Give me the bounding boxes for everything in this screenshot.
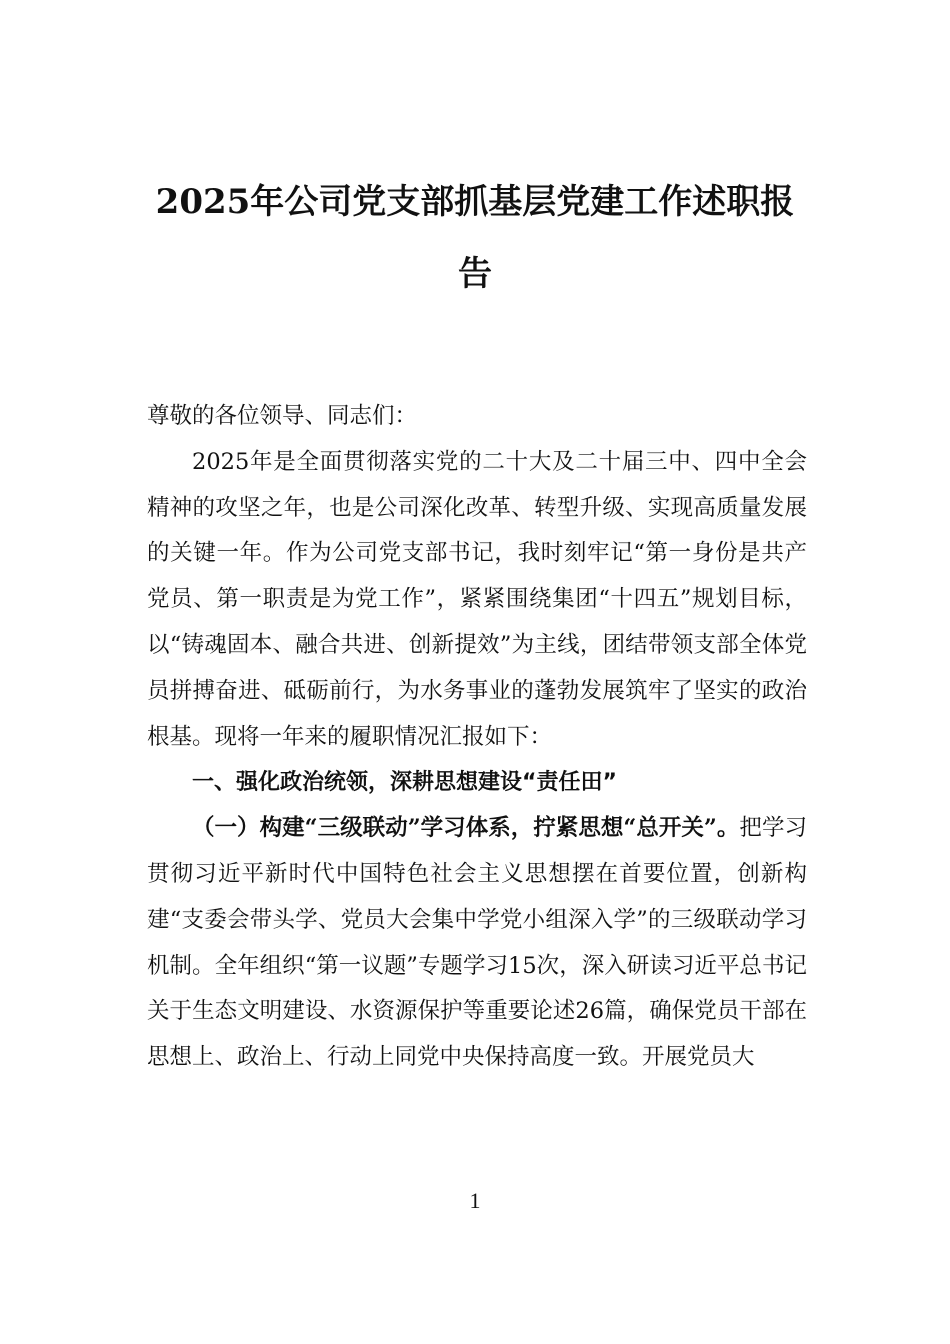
section-heading-1: 一、强化政治统领，深耕思想建设“责任田” [192,770,617,796]
subsection-1-body: 把学习贯彻习近平新时代中国特色社会主义思想摆在首要位置，创新构建“支委会带头学、党员大会集中学党小组深入学”的三级联动学习机制。全年组织“第一议题”专题学习15次，深入研读习近平总书记关于生态文明建设、水资源保护等重要论述26篇，确保党员干部在思想上、政治上、行动上同党中央保持高度一致。开展党员大 [147,815,807,1071]
page-number: 1 [469,1188,481,1213]
subsection-1-lead: （一）构建“三级联动”学习体系，拧紧思想“总开关”。 [192,815,740,842]
paragraph-intro: 2025年是全面贯彻落实党的二十大及二十届三中、四中全会精神的攻坚之年，也是公司深化改革、转型升级、实现高质量发展的关键一年。作为公司党支部书记，我时刻牢记“第一身份是共产党员、第一职责是为党工作”，紧紧围绕集团“十四五”规划目标，以“铸魂固本、融合共进、创新提效”为主线，团结带领支部全体党员拼搏奋进、砥砺前行，为水务事业的蓬勃发展筑牢了坚实的政治根基。现将一年来的履职情况汇报如下： [147,448,807,750]
document-title: 2025年公司党支部抓基层党建工作述职报告 [155,182,795,294]
salutation: 尊敬的各位领导、同志们： [147,403,418,429]
document-body [147,394,807,1081]
subsection-1-paragraph [147,806,807,1081]
